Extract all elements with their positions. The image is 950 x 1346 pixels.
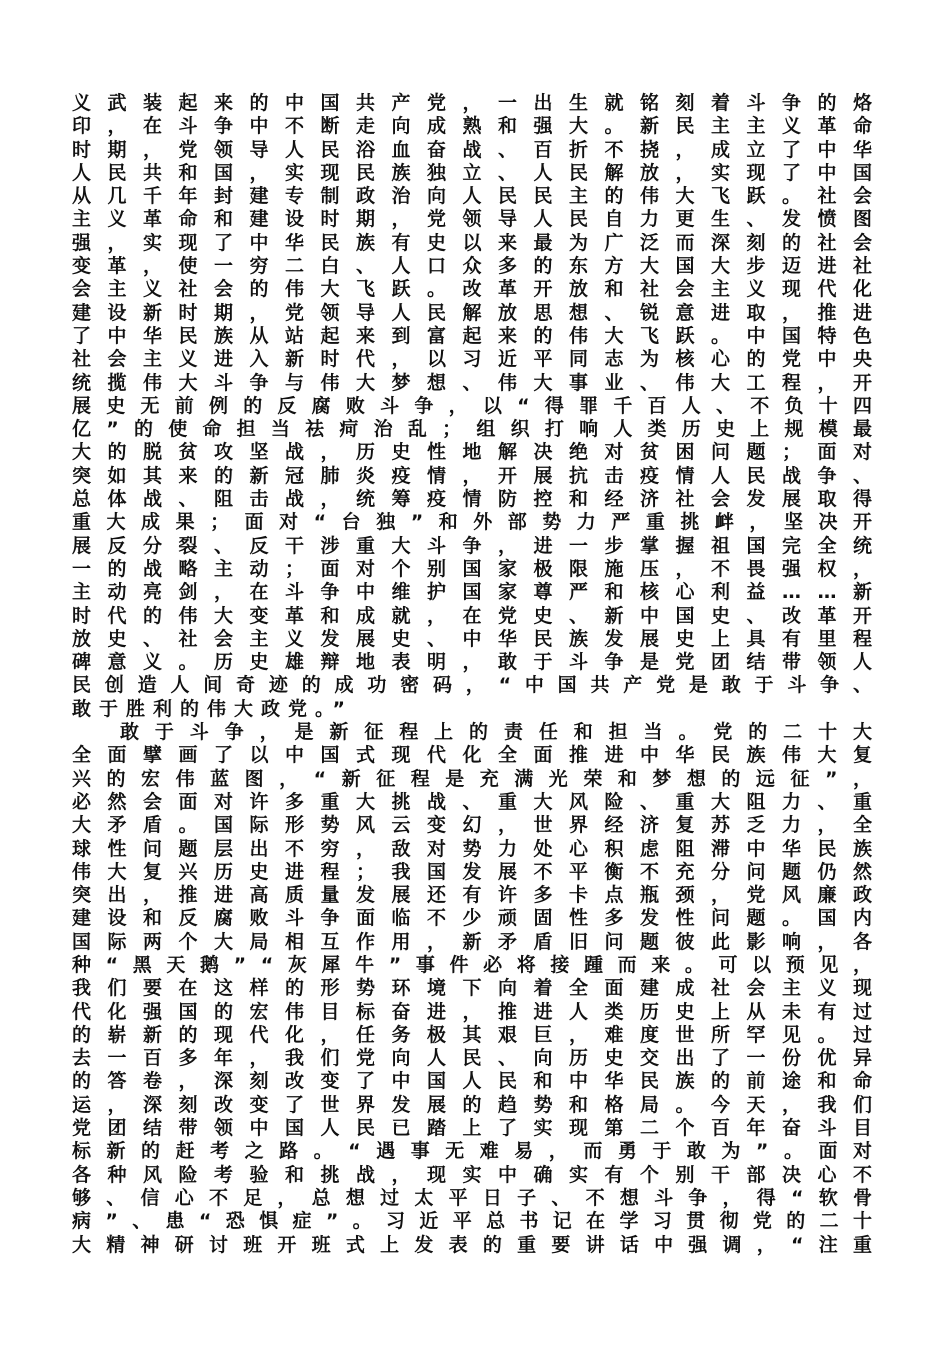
text-line: 展史无前例的反腐败斗争，以“得罪千百人、不负十四 bbox=[72, 394, 888, 417]
body-text bbox=[72, 92, 889, 1257]
text-line: 突出，推进高质量发展还有许多卡点瓶颈，党风廉政 bbox=[72, 884, 889, 907]
text-line: 一的战略主动；面对个别国家极限施压，不畏强权， bbox=[72, 557, 889, 580]
text-line: 人民共和国，实现民族独立、人民解放，实现了中国 bbox=[72, 161, 889, 184]
text-line: 时期，党领导人民浴血奋战、百折不挠，成立了中华 bbox=[72, 138, 889, 161]
text-line: 运，深刻改变了世界发展的趋势和格局。今天，我们 bbox=[72, 1093, 889, 1116]
text-line: 印，在斗争中不断走向成熟和强大。新民主主义革命 bbox=[72, 115, 889, 138]
text-line: 强，实现了中华民族有史以来最为广泛而深刻的社会 bbox=[72, 231, 889, 254]
text-line: 全面擘画了以中国式现代化全面推进中华民族伟大复 bbox=[72, 744, 889, 767]
text-line: 重大成果；面对“台独”和外部势力严重挑衅，坚决开 bbox=[72, 511, 888, 534]
text-line: 亿”的使命担当祛疴治乱；组织打响人类历史上规模最 bbox=[72, 418, 888, 441]
text-line: 统揽伟大斗争与伟大梦想、伟大事业、伟大工程，开 bbox=[72, 371, 889, 394]
text-line: 民创造人间奇迹的成功密码，“中国共产党是敢于斗争、 bbox=[72, 674, 886, 697]
text-line: 国际两个大局相互作用，新矛盾旧问题彼此影响，各 bbox=[72, 930, 889, 953]
text-line: 大精神研讨班开班式上发表的重要讲话中强调，“注重 bbox=[72, 1233, 888, 1256]
text-line: 总体战、阻击战，统筹疫情防控和经济社会发展取得 bbox=[72, 488, 889, 511]
text-line: 去一百多年，我们党向人民、向历史交出了一份优异 bbox=[72, 1047, 889, 1070]
text-line: 兴的宏伟蓝图，“新征程是充满光荣和梦想的远征”， bbox=[72, 767, 888, 790]
text-line: 了中华民族从站起来到富起来的伟大飞跃。中国特色 bbox=[72, 324, 889, 347]
text-line: 主动亮剑，在斗争中维护国家尊严和核心利益……新 bbox=[72, 581, 889, 604]
text-line: 放史、社会主义发展史、中华民族发展史上具有里程 bbox=[72, 627, 889, 650]
text-line: 病”、患“恐惧症”。习近平总书记在学习贯彻党的二十 bbox=[72, 1210, 887, 1233]
text-line: 必然会面对许多重大挑战、重大风险、重大阻力、重 bbox=[72, 790, 889, 813]
text-line: 时代的伟大变革和成就，在党史、新中国史、改革开 bbox=[72, 604, 889, 627]
text-line: 党团结带领中国人民已踏上了实现第二个百年奋斗目 bbox=[72, 1117, 889, 1140]
text-line: 义武装起来的中国共产党，一出生就铭刻着斗争的烙 bbox=[72, 92, 889, 114]
text-line: 展反分裂、反干涉重大斗争，进一步掌握祖国完全统 bbox=[72, 534, 889, 557]
text-line: 球性问题层出不穷，敌对势力处心积虑阻滞中华民族 bbox=[72, 837, 889, 860]
text-line: 突如其来的新冠肺炎疫情，开展抗击疫情人民战争、 bbox=[72, 464, 889, 487]
text-line: 大的脱贫攻坚战，历史性地解决绝对贫困问题；面对 bbox=[72, 441, 889, 464]
text-line: 够、信心不足，总想过太平日子、不想斗争，得“软骨 bbox=[72, 1186, 888, 1209]
text-line: 主义革命和建设时期，党领导人民自力更生、发愤图 bbox=[72, 208, 889, 231]
text-line: 会主义社会的伟大飞跃。改革开放和社会主义现代化 bbox=[72, 278, 889, 301]
text-line: 建设和反腐败斗争面临不少顽固性多发性问题。国内 bbox=[72, 907, 889, 930]
text-line: 敢于胜利的伟大政党。” bbox=[72, 697, 353, 720]
text-line: 大矛盾。国际形势风云变幻，世界经济复苏乏力，全 bbox=[72, 814, 889, 837]
text-line: 伟大复兴历史进程；我国发展不平衡不充分问题仍然 bbox=[72, 860, 889, 883]
text-line: 代化强国的宏伟目标奋进，推进人类历史上从未有过 bbox=[72, 1000, 889, 1023]
text-line: 的答卷，深刻改变了中国人民和中华民族的前途和命 bbox=[72, 1070, 889, 1093]
text-line: 碑意义。历史雄辩地表明，敢于斗争是党团结带领人 bbox=[72, 651, 889, 674]
text-line: 从几千年封建专制政治向人民民主的伟大飞跃。社会 bbox=[72, 185, 889, 208]
text-line: 敢于斗争，是新征程上的责任和担当。党的二十大 bbox=[120, 721, 888, 744]
text-line: 各种风险考验和挑战，现实中确实有个别干部决心不 bbox=[72, 1163, 889, 1186]
text-line: 标新的赶考之路。“遇事无难易，而勇于敢为”。面对 bbox=[72, 1140, 888, 1163]
text-line: 建设新时期，党领导人民解放思想、锐意进取，推进 bbox=[72, 301, 889, 324]
text-line: 变革，使一穷二白、人口众多的东方大国大步迈进社 bbox=[72, 255, 889, 278]
text-line: 种“黑天鹅”“灰犀牛”事件必将接踵而来。可以预见， bbox=[72, 953, 887, 976]
text-line: 社会主义进入新时代，以习近平同志为核心的党中央 bbox=[72, 348, 889, 371]
text-line: 的崭新的现代化，任务极其艰巨，难度世所罕见。过 bbox=[72, 1023, 889, 1046]
text-line: 我们要在这样的形势环境下向着全面建成社会主义现 bbox=[72, 977, 889, 1000]
